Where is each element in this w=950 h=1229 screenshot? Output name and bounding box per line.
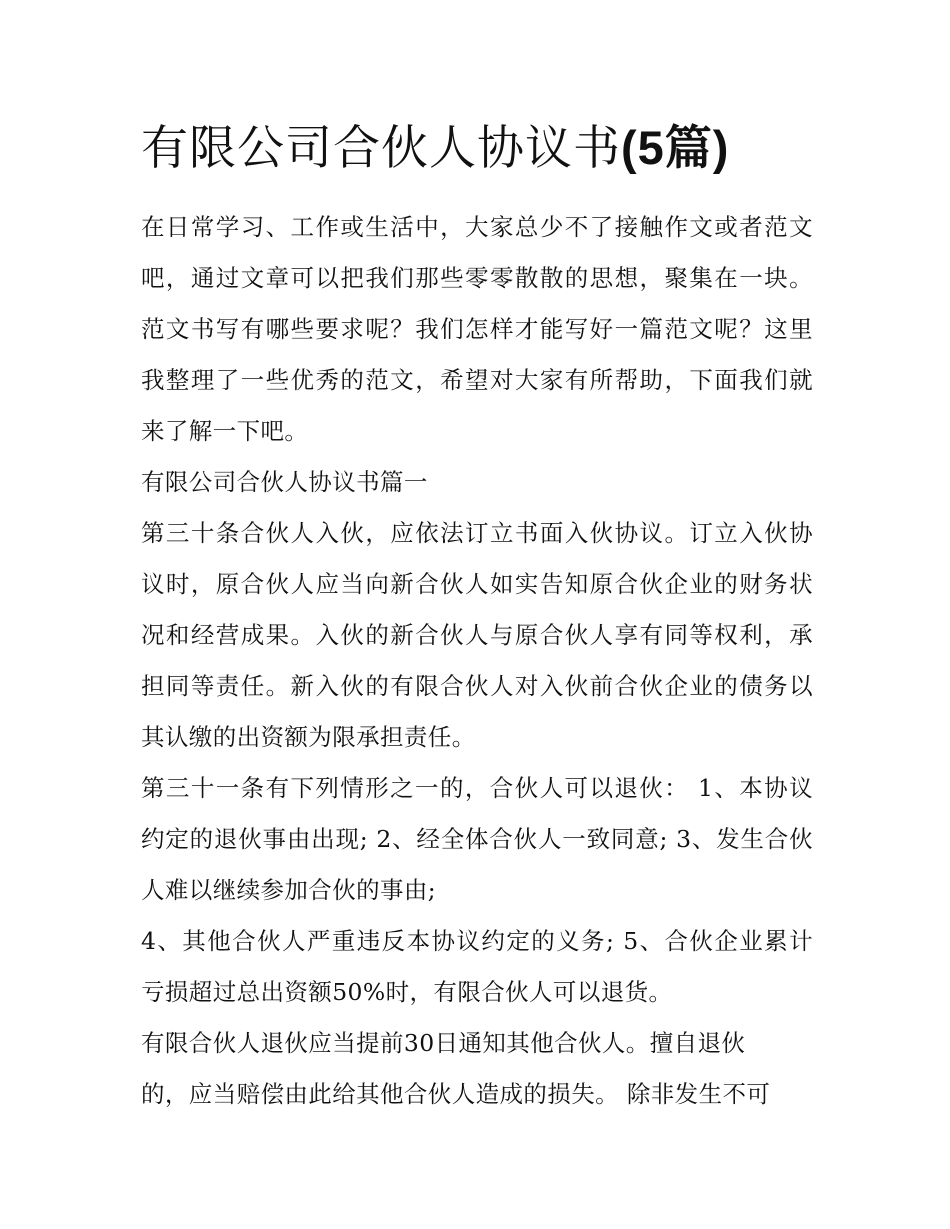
document-page: [141, 118, 813, 1120]
body-line: 约定的退伙事由出现; 2、经全体合伙人一致同意; 3、发生合伙: [141, 825, 813, 853]
body-line: 议时，原合伙人应当向新合伙人如实告知原合伙企业的财务状: [141, 570, 813, 598]
body-line: 吧，通过文章可以把我们那些零零散散的思想，聚集在一块。: [141, 264, 813, 292]
section-heading: 有限公司合伙人协议书篇一: [141, 468, 428, 496]
body-line: 来了解一下吧。: [141, 417, 309, 445]
body-line: 在日常学习、工作或生活中，大家总少不了接触作文或者范文: [141, 213, 813, 241]
body-line: 第三十一条有下列情形之一的，合伙人可以退伙： 1、本协议: [141, 774, 813, 802]
document-title-main: 有限公司合伙人协议书: [141, 121, 621, 176]
body-line: 况和经营成果。入伙的新合伙人与原合伙人享有同等权利，承: [141, 621, 813, 649]
document-title: [141, 118, 813, 179]
body-line: 第三十条合伙人入伙，应依法订立书面入伙协议。订立入伙协: [141, 519, 813, 547]
body-line: 我整理了一些优秀的范文，希望对大家有所帮助，下面我们就: [141, 366, 813, 394]
body-line: 范文书写有哪些要求呢？我们怎样才能写好一篇范文呢？这里: [141, 315, 813, 343]
document-title-suffix: (5篇): [621, 121, 730, 174]
body-line: 4、其他合伙人严重违反本协议约定的义务; 5、合伙企业累计: [141, 927, 813, 955]
document-body: [141, 202, 813, 1120]
body-line: 担同等责任。新入伙的有限合伙人对入伙前合伙企业的债务以: [141, 672, 813, 700]
body-line: 亏损超过总出资额50%时，有限合伙人可以退货。: [141, 978, 673, 1006]
body-line: 人难以继续参加合伙的事由;: [141, 876, 437, 904]
body-line: 有限合伙人退伙应当提前30日通知其他合伙人。擅自退伙: [141, 1029, 746, 1057]
body-line: 其认缴的出资额为限承担责任。: [141, 723, 476, 751]
body-line: 的，应当赔偿由此给其他合伙人造成的损失。 除非发生不可: [141, 1080, 771, 1108]
